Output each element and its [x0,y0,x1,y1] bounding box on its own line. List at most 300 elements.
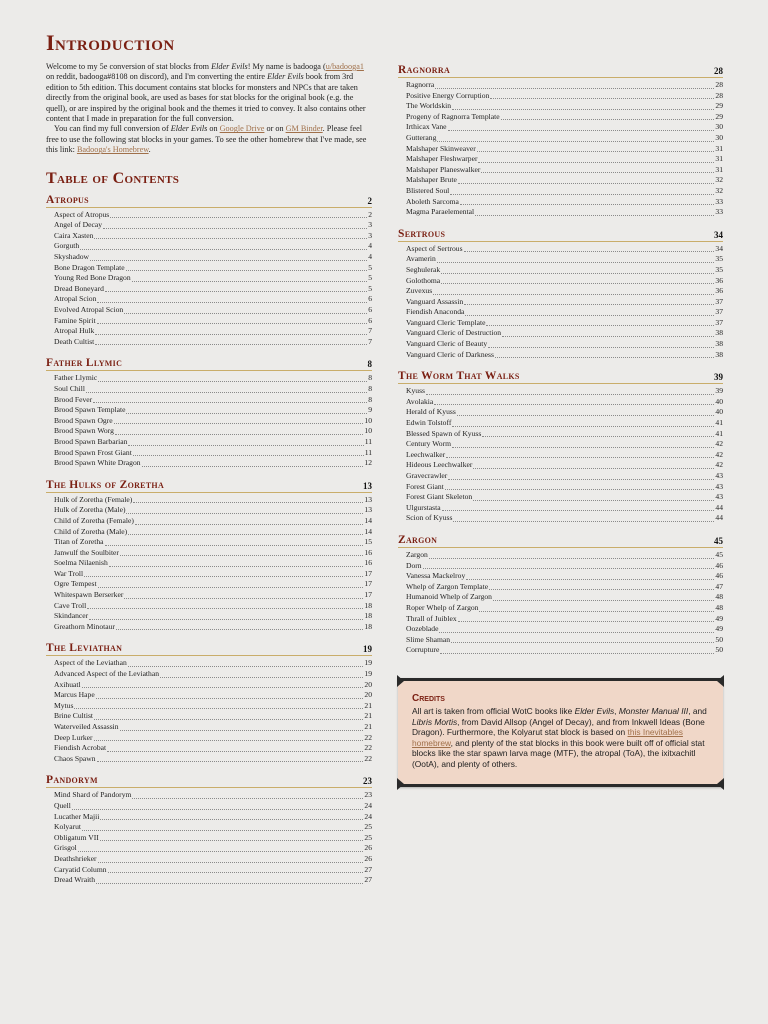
toc-entry-label: Positive Energy Corruption [406,90,490,100]
toc-entry[interactable] [54,284,372,295]
toc-entry[interactable] [406,450,723,461]
dot-leader [128,534,363,535]
toc-entry-label: Child of Zoretha (Female) [54,515,134,525]
dot-leader [133,455,364,456]
toc-entry[interactable] [406,197,723,208]
toc-entry-page: 28 [715,90,723,100]
toc-entry[interactable] [406,582,723,593]
toc-section [398,228,723,361]
text-link[interactable]: u/badooga1 [325,62,364,71]
toc-entry[interactable] [54,405,372,416]
dot-leader [108,872,364,873]
italic-text: Libris Mortis [412,716,458,727]
toc-entry-page: 48 [715,592,723,602]
toc-entry[interactable] [54,437,372,448]
dot-leader [120,730,364,731]
toc-entry[interactable] [406,439,723,450]
toc-entry-page: 50 [715,645,723,655]
toc-entry[interactable] [406,460,723,471]
toc-entry[interactable] [54,516,372,527]
toc-entry[interactable] [54,711,372,722]
toc-entry[interactable] [54,316,372,327]
toc-entry[interactable] [54,220,372,231]
toc-entry[interactable] [406,91,723,102]
toc-entry[interactable] [406,503,723,514]
toc-entry[interactable] [54,833,372,844]
toc-entry[interactable] [406,254,723,265]
toc-entry-label: Aspect of the Leviathan [54,658,127,668]
toc-entry-page: 37 [715,317,723,327]
toc-entry[interactable] [54,458,372,469]
toc-entry[interactable] [54,854,372,865]
toc-entry-label: Humanoid Whelp of Zargon [406,592,492,602]
corner-ornament [717,778,724,790]
dot-leader [86,392,367,393]
toc-section-name: Sertrous [398,227,446,240]
dot-leader [478,162,714,163]
left-column [46,30,372,896]
dot-leader [98,587,364,588]
toc-entry-label: Bone Dragon Template [54,262,125,272]
dot-leader [450,194,714,195]
toc-section-header[interactable] [46,357,372,371]
toc-entry-page: 24 [364,811,372,821]
toc-entry[interactable] [54,305,372,316]
toc-entry-page: 21 [364,722,372,731]
toc-entry[interactable] [54,373,372,384]
toc-entry[interactable] [406,297,723,308]
toc-entry-page: 29 [715,101,723,111]
toc-entry[interactable] [406,244,723,255]
toc-entry-page: 27 [364,875,372,885]
dot-leader [457,415,715,416]
toc-entry[interactable] [406,492,723,503]
toc-entry-label: Dorn [406,560,422,570]
dot-leader [473,500,714,501]
toc-entry[interactable] [54,790,372,801]
toc-entry-page: 38 [715,349,723,359]
toc-entry[interactable] [406,635,723,646]
toc-entry-label: Brood Spawn Frost Giant [54,447,132,457]
dot-leader [458,621,715,622]
right-column [398,64,723,666]
toc-section [398,370,723,524]
dot-leader [442,510,715,511]
toc-entry-page: 30 [715,132,723,142]
toc-entry-page: 38 [715,328,723,338]
toc-section-header[interactable] [46,194,372,208]
toc-entry[interactable] [406,122,723,133]
toc-entry[interactable] [406,429,723,440]
dot-leader [501,119,715,120]
toc-entry-page: 23 [364,790,372,800]
toc-entry-label: Atropal Hulk [54,326,95,336]
toc-entry-label: Thrall of Juiblex [406,613,457,623]
toc-entry-label: Blistered Soul [406,185,450,195]
toc-entry[interactable] [406,624,723,635]
toc-entry[interactable] [54,875,372,886]
toc-entry-label: Scion of Kyuss [406,513,453,523]
toc-entry-page: 22 [364,732,372,742]
toc-entry[interactable] [406,112,723,123]
toc-entry-page: 31 [715,143,723,153]
toc-entry-page: 13 [364,494,372,504]
text-run: book from 3rd edition to 5th edition. This document contains stat blocks for monsters and NPCs that are taken directly from the original book, are used as bases for stat blocks for the original book (e.g. the quell), or are inspired by the original book and the themes it tried to convey. It also contains other content that I made in preparation for the full conversion. [46,72,366,124]
toc-section-name: The Worm That Walks [398,370,520,383]
toc-entry-page: 42 [715,439,723,449]
toc-entry[interactable] [406,386,723,397]
toc-entry[interactable] [54,579,372,590]
toc-section-header[interactable] [398,64,723,78]
corner-ornament [397,675,404,687]
toc-section-header[interactable] [398,370,723,384]
toc-entry[interactable] [54,611,372,622]
toc-entry[interactable] [54,416,372,427]
dot-leader [445,489,715,490]
toc-entry[interactable] [406,645,723,656]
toc-entry-page: 34 [715,243,723,253]
toc-entry[interactable] [54,426,372,437]
toc-entry[interactable] [406,571,723,582]
toc-entry-page: 42 [715,460,723,470]
dot-leader [132,281,368,282]
toc-entry[interactable] [406,418,723,429]
toc-entry[interactable] [406,175,723,186]
dot-leader [72,809,364,810]
toc-entry-label: Death Cultist [54,336,95,346]
toc-entry[interactable] [54,590,372,601]
toc-entry[interactable] [406,318,723,329]
toc-entry-page: 35 [715,254,723,264]
corner-ornament [397,778,404,790]
toc-entry-page: 2 [368,209,372,219]
toc-entry-page: 9 [368,405,372,415]
toc-entry[interactable] [54,231,372,242]
dot-leader [105,291,367,292]
toc-section-page: 45 [714,535,723,546]
toc-entry-page: 4 [368,252,372,262]
italic-text: Elder Evils [574,706,615,716]
toc-entry[interactable] [54,569,372,580]
credits-note [398,678,723,787]
dot-leader [126,413,367,414]
toc-entry-page: 46 [715,571,723,581]
dot-leader [110,217,367,218]
toc-entry[interactable] [406,276,723,287]
dot-leader [124,598,363,599]
dot-leader [429,558,715,559]
text-link[interactable]: Google Drive [219,124,265,134]
toc-entry[interactable] [54,395,372,406]
dot-leader [93,402,367,403]
toc-entry-label: Famine Spirit [54,315,96,325]
toc-entry[interactable] [54,558,372,569]
italic-text: Monster Manual III [618,706,689,716]
toc-entry-label: Titan of Zoretha [54,537,104,547]
toc-entry-label: Aspect of Sertrous [406,243,463,253]
toc-entry[interactable] [406,513,723,524]
toc-entry[interactable] [54,822,372,833]
toc-entry-label: Brood Spawn White Dragon [54,458,141,468]
toc-entry-label: Hulk of Zoretha (Female) [54,494,133,504]
toc-entry[interactable] [406,265,723,276]
toc-section-header[interactable] [46,774,372,788]
dot-leader [94,719,363,720]
toc-entry-label: Malshaper Fleshwarper [406,154,478,164]
dot-leader [452,447,714,448]
toc-entry[interactable] [54,865,372,876]
toc-entry[interactable] [406,592,723,603]
toc-entry-label: Child of Zoretha (Male) [54,526,128,536]
toc-entry[interactable] [406,307,723,318]
toc-entry-label: Lucather Majii [54,811,100,821]
toc-entry[interactable] [406,328,723,339]
dot-leader [97,323,368,324]
dot-leader [107,751,363,752]
toc-entry[interactable] [54,722,372,733]
toc-entry[interactable] [406,144,723,155]
toc-entry[interactable] [406,207,723,218]
dot-leader [502,336,714,337]
toc-entry-label: Advanced Aspect of the Leviathan [54,669,160,679]
toc-entry[interactable] [54,495,372,506]
toc-entry-label: Zargon [406,549,428,559]
toc-entry-list [398,80,723,218]
toc-entry-page: 33 [715,196,723,206]
dot-leader [488,347,714,348]
toc-entry[interactable] [406,407,723,418]
toc-entry-page: 14 [364,515,372,525]
toc-left [46,194,372,886]
dot-leader [82,830,363,831]
toc-section-page: 23 [363,776,372,787]
toc-section [398,64,723,218]
toc-entry[interactable] [406,550,723,561]
toc-entry[interactable] [54,733,372,744]
toc-section-page: 34 [714,229,723,240]
toc-entry[interactable] [54,658,372,669]
toc-entry[interactable] [54,548,372,559]
toc-entry-page: 37 [715,296,723,306]
toc-entry-label: Soelma Nilaenish [54,558,108,568]
dot-leader [95,344,367,345]
toc-entry-page: 7 [368,326,372,336]
dot-leader [78,851,364,852]
toc-entry[interactable] [54,273,372,284]
text-link[interactable]: GM Binder [285,124,323,134]
dot-leader [477,151,715,152]
dot-leader [114,423,364,424]
toc-section-header[interactable] [46,479,372,493]
toc-entry[interactable] [54,448,372,459]
dot-leader [94,740,364,741]
toc-entry-page: 24 [364,800,372,810]
intro-paragraph-2 [46,124,372,155]
toc-entry-page: 3 [368,220,372,230]
toc-entry[interactable] [54,337,372,348]
italic-text: Elder Evils [170,124,208,134]
toc-entry[interactable] [406,397,723,408]
dot-leader [97,302,367,303]
toc-entry-label: Century Worm [406,439,452,449]
toc-entry[interactable] [406,286,723,297]
toc-entry-label: Caryatid Column [54,864,107,874]
toc-entry[interactable] [54,263,372,274]
dot-leader [94,238,367,239]
dot-leader [100,840,364,841]
dot-leader [132,798,363,799]
toc-entry-label: Whitespawn Berserker [54,590,124,600]
toc-entry-label: Dread Boneyard [54,283,104,293]
toc-entry[interactable] [54,241,372,252]
toc-entry[interactable] [54,669,372,680]
dot-leader [160,677,363,678]
dot-leader [464,251,715,252]
toc-entry-page: 18 [364,600,372,610]
toc-entry[interactable] [406,561,723,572]
toc-entry[interactable] [54,690,372,701]
dot-leader [87,608,363,609]
dot-leader [481,172,714,173]
toc-section-header[interactable] [398,534,723,548]
toc-entry-page: 40 [715,396,723,406]
toc-entry[interactable] [54,326,372,337]
text-run: , from David Allsop (Angel of Decay), and from Inkwell Ideas (Bone Dragon). Furthermore, the Kolyarut stat block is based on [412,716,705,738]
toc-entry-page: 7 [368,336,372,346]
toc-entry[interactable] [54,680,372,691]
toc-entry-page: 5 [368,283,372,293]
dot-leader [423,568,715,569]
dot-leader [124,313,367,314]
toc-entry[interactable] [406,339,723,350]
toc-entry-page: 45 [715,549,723,559]
toc-entry[interactable] [406,133,723,144]
italic-text: Elder Evils [267,72,304,82]
toc-section-page: 28 [714,66,723,76]
toc-entry[interactable] [54,384,372,395]
toc-section-header[interactable] [398,228,723,242]
dot-leader [98,862,364,863]
toc-entry-page: 6 [368,305,372,314]
toc-entry[interactable] [406,101,723,112]
toc-entry[interactable] [406,186,723,197]
text-link[interactable]: Badooga's Homebrew [76,145,149,155]
toc-entry-label: Soul Chill [54,383,86,393]
toc-entry-page: 26 [364,843,372,853]
toc-entry-page: 46 [715,560,723,570]
toc-entry-page: 21 [364,711,372,721]
toc-entry[interactable] [54,252,372,263]
toc-entry-label: Deep Lurker [54,732,93,742]
toc-entry-label: Atropal Scion [54,294,97,304]
dot-leader [446,457,714,458]
toc-entry-label: Janwulf the Soulbiter [54,547,119,557]
toc-entry[interactable] [54,601,372,612]
text-run: on reddit, badooga#8108 on discord), and I'm converting the entire [46,72,268,82]
toc-entry-label: Kyuss [406,386,425,396]
text-link[interactable]: this Inevitables homebrew [412,727,683,748]
toc-section-name: Atropus [46,193,89,206]
toc-entry-label: Kolyarut [54,822,81,832]
toc-entry[interactable] [54,843,372,854]
text-run: . Please feel free to use the following stat blocks in your games. To see the other homebrew that I've made, see this link: [46,124,367,155]
toc-entry[interactable] [54,294,372,305]
toc-entry-page: 44 [715,513,723,523]
dot-leader [95,334,367,335]
toc-entry-label: Skindancer [54,611,89,621]
toc-entry[interactable] [54,801,372,812]
toc-entry[interactable] [406,80,723,91]
dot-leader [440,653,714,654]
toc-entry-page: 27 [364,864,372,874]
toc-entry[interactable] [406,482,723,493]
dot-leader [452,109,714,110]
dot-leader [109,566,364,567]
dot-leader [448,479,714,480]
dot-leader [142,466,364,467]
dot-leader [453,521,714,522]
dot-leader [96,698,364,699]
toc-entry[interactable] [54,210,372,221]
toc-entry[interactable] [54,527,372,538]
toc-section-header[interactable] [46,642,372,656]
toc-entry[interactable] [406,165,723,176]
toc-entry[interactable] [406,603,723,614]
toc-entry[interactable] [54,812,372,823]
toc-entry-page: 49 [715,613,723,623]
toc-entry[interactable] [54,622,372,633]
toc-entry[interactable] [54,743,372,754]
dot-leader [97,761,364,762]
dot-leader [439,632,714,633]
toc-entry[interactable] [54,754,372,765]
toc-entry[interactable] [54,701,372,712]
dot-leader [464,304,714,305]
toc-entry[interactable] [406,154,723,165]
italic-text: Elder Evils [211,62,248,71]
toc-entry-page: 37 [715,307,723,317]
toc-entry-label: Magma Paraelemental [406,207,475,217]
toc-entry-page: 6 [368,315,372,325]
toc-entry-label: Golothoma [406,275,441,285]
toc-entry-label: Brine Cultist [54,711,94,721]
text-run: on [207,124,220,134]
dot-leader [495,357,714,358]
toc-entry-page: 47 [715,581,723,591]
toc-entry[interactable] [54,505,372,516]
toc-entry-page: 17 [364,568,372,578]
dot-leader [466,579,714,580]
dot-leader [433,294,714,295]
toc-entry-label: Grisgol [54,843,77,853]
toc-entry-label: Malshaper Brute [406,175,457,185]
toc-entry-page: 31 [715,154,723,164]
credits-box [398,678,723,787]
toc-entry-label: Evolved Atropal Scion [54,305,124,314]
toc-entry-label: The Worldskin [406,101,452,111]
dot-leader [490,98,714,99]
toc-entry[interactable] [54,537,372,548]
dot-leader [493,600,714,601]
toc-entry[interactable] [406,350,723,361]
toc-entry-page: 11 [364,436,372,446]
toc-entry[interactable] [406,471,723,482]
dot-leader [460,204,714,205]
dot-leader [458,183,715,184]
toc-entry-list [46,658,372,764]
toc-entry[interactable] [406,614,723,625]
toc-entry-label: Brood Spawn Template [54,405,126,415]
